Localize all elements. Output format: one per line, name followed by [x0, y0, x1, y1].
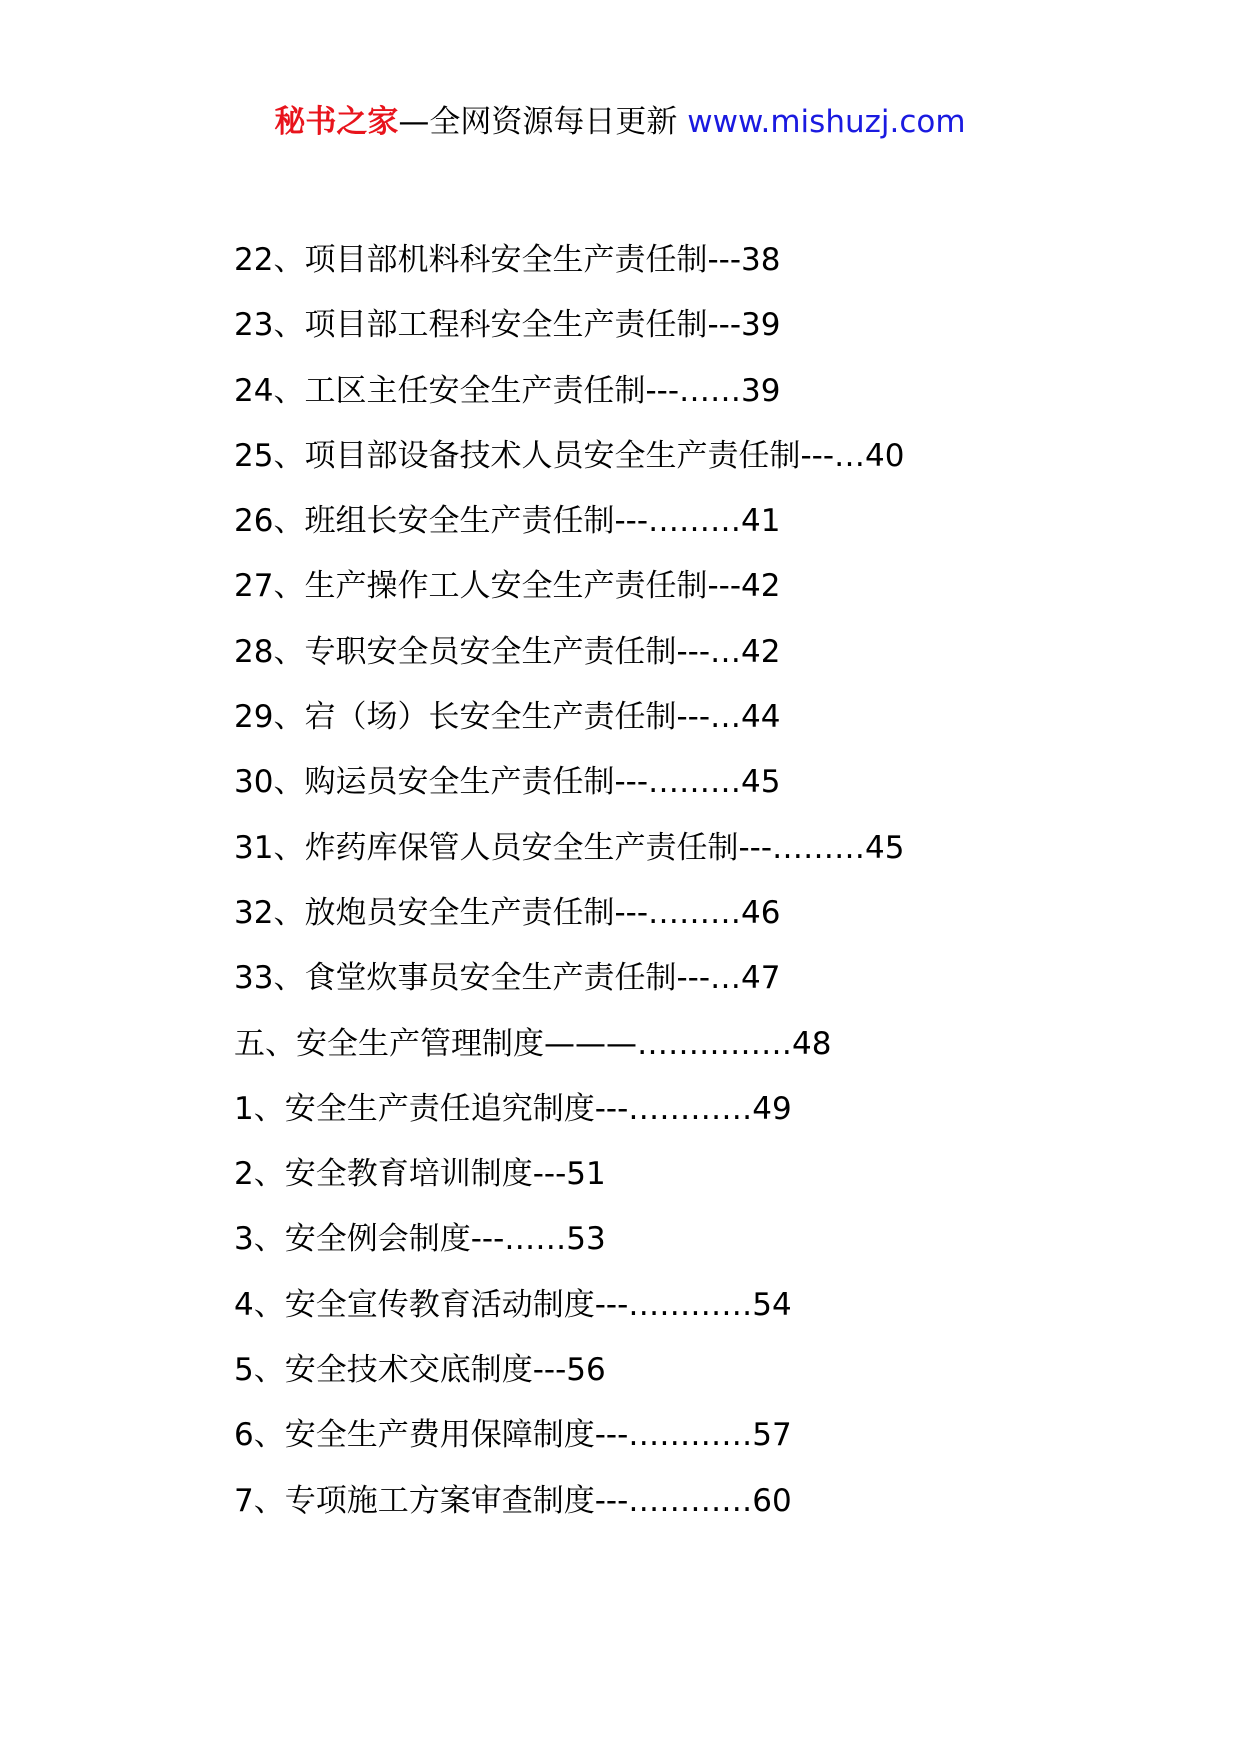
toc-entry: 5、安全技术交底制度---56 [234, 1352, 606, 1389]
toc-entry: 31、炸药库保管人员安全生产责任制---………45 [234, 829, 905, 866]
toc-entry: 25、项目部设备技术人员安全生产责任制---…40 [234, 437, 905, 474]
toc-entry: 24、工区主任安全生产责任制---……39 [234, 372, 781, 409]
table-of-contents [234, 240, 904, 1546]
site-url-link[interactable]: www.mishuzj.com [687, 104, 966, 140]
toc-section-heading: 五、安全生产管理制度———……………48 [234, 1025, 832, 1062]
toc-entry: 26、班组长安全生产责任制---………41 [234, 503, 781, 540]
toc-entry: 4、安全宣传教育活动制度---…………54 [234, 1286, 792, 1323]
toc-entry: 33、食堂炊事员安全生产责任制---…47 [234, 960, 781, 997]
toc-entry: 22、项目部机料科安全生产责任制---38 [234, 242, 781, 278]
toc-entry: 2、安全教育培训制度---51 [234, 1156, 606, 1193]
toc-entry: 30、购运员安全生产责任制---………45 [234, 764, 781, 801]
toc-entry: 29、宕（场）长安全生产责任制---…44 [234, 699, 781, 736]
header-tagline: —全网资源每日更新 [398, 104, 688, 140]
toc-entry: 23、项目部工程科安全生产责任制---39 [234, 307, 781, 344]
toc-entry: 3、安全例会制度---……53 [234, 1221, 606, 1258]
brand-name: 秘书之家 [274, 104, 399, 140]
toc-entry: 27、生产操作工人安全生产责任制---42 [234, 568, 781, 605]
toc-entry: 6、安全生产费用保障制度---…………57 [234, 1417, 792, 1454]
toc-entry: 28、专职安全员安全生产责任制---…42 [234, 633, 781, 670]
toc-entry: 32、放炮员安全生产责任制---………46 [234, 894, 781, 931]
toc-entry: 1、安全生产责任追究制度---…………49 [234, 1090, 792, 1127]
page-header [0, 100, 1240, 144]
toc-entry: 7、专项施工方案审查制度---…………60 [234, 1482, 792, 1519]
